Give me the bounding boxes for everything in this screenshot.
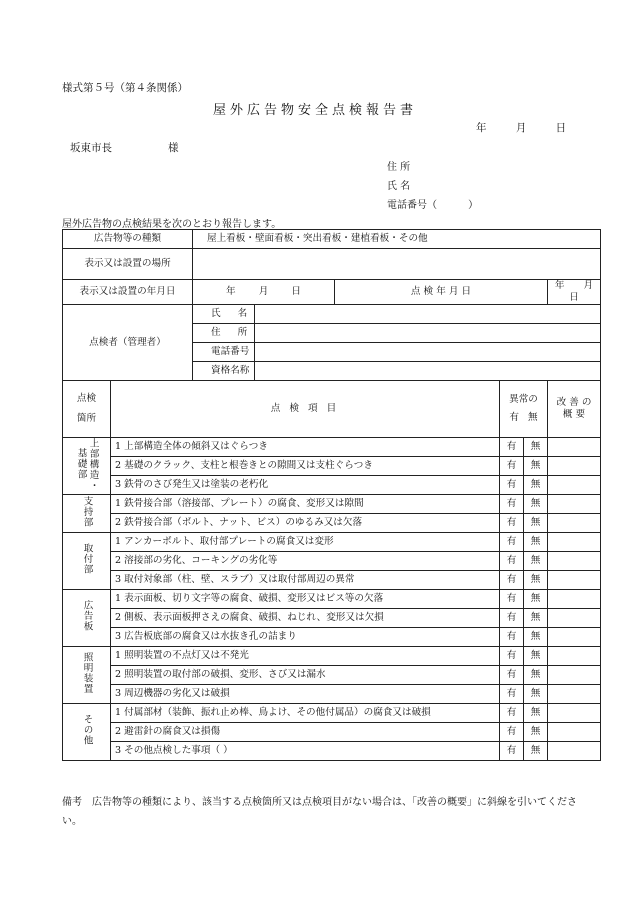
yes-checkbox[interactable]: 有 xyxy=(500,552,524,571)
yes-checkbox[interactable]: 有 xyxy=(500,533,524,552)
checklist-row xyxy=(63,685,601,704)
report-date: 年 月 日 xyxy=(476,122,567,134)
abnormal-label: 異常の xyxy=(509,394,538,405)
inspection-table xyxy=(62,229,601,761)
reporter-phone-label: 電話番号（ ） xyxy=(387,200,479,211)
category-label xyxy=(63,533,111,590)
checklist-row xyxy=(63,628,601,647)
improvement-summary-cell[interactable] xyxy=(548,457,601,476)
inspector-field-phone: 電話番号 xyxy=(193,343,255,362)
inspect-date-value[interactable]: 年 月 日 xyxy=(548,280,601,305)
honorific: 様 xyxy=(168,142,179,154)
category-label xyxy=(63,495,111,533)
checklist-row xyxy=(63,533,601,552)
type-label: 広告物等の種類 xyxy=(63,230,193,249)
inspector-value[interactable] xyxy=(255,343,601,362)
category-name: 支持部 xyxy=(81,495,93,528)
no-checkbox[interactable]: 無 xyxy=(524,685,548,704)
remarks-label: 備考 xyxy=(62,797,82,808)
inspector-field-qualification: 資格名称 xyxy=(193,362,255,381)
checklist-item: 3 広告板底部の腐食又は水抜き孔の詰まり xyxy=(111,628,500,647)
addressee-name: 坂東市長 xyxy=(70,142,112,154)
improvement-summary-cell[interactable] xyxy=(548,571,601,590)
category-name: 取付部 xyxy=(81,543,93,575)
checklist-item: 1 付属部材（装飾、振れ止め棒、鳥よけ、その他付属品）の腐食又は破損 xyxy=(111,704,500,723)
category-label xyxy=(63,438,111,495)
category-label xyxy=(63,590,111,647)
checklist-item: 1 上部構造全体の傾斜又はぐらつき xyxy=(111,438,500,457)
inspector-value[interactable] xyxy=(255,305,601,324)
checklist-row xyxy=(63,495,601,514)
yes-checkbox[interactable]: 有 xyxy=(500,590,524,609)
category-name: 広告板 xyxy=(81,600,93,632)
remarks xyxy=(62,793,582,831)
improvement-summary-cell[interactable] xyxy=(548,742,601,761)
no-checkbox[interactable]: 無 xyxy=(524,533,548,552)
location-header: 点検箇所 xyxy=(63,381,111,438)
checklist-row xyxy=(63,609,601,628)
place-value[interactable] xyxy=(193,249,601,280)
inspector-value[interactable] xyxy=(255,362,601,381)
yes-checkbox[interactable]: 有 xyxy=(500,647,524,666)
place-row xyxy=(63,249,601,280)
improvement-summary-cell[interactable] xyxy=(548,476,601,495)
yes-checkbox[interactable]: 有 xyxy=(500,514,524,533)
checklist-item: 1 アンカーボルト、取付部プレートの腐食又は変形 xyxy=(111,533,500,552)
improvement-summary-cell[interactable] xyxy=(548,590,601,609)
no-checkbox[interactable]: 無 xyxy=(524,723,548,742)
checklist-item: 1 照明装置の不点灯又は不発光 xyxy=(111,647,500,666)
yes-checkbox[interactable]: 有 xyxy=(500,666,524,685)
no-checkbox[interactable]: 無 xyxy=(524,647,548,666)
checklist-row xyxy=(63,514,601,533)
yes-checkbox[interactable]: 有 xyxy=(500,571,524,590)
category-name: 上部構造・基礎部 xyxy=(75,437,99,491)
checklist-item: 2 基礎のクラック、支柱と根巻きとの隙間又は支柱ぐらつき xyxy=(111,457,500,476)
no-checkbox[interactable]: 無 xyxy=(524,704,548,723)
checklist-item: 3 周辺機器の劣化又は破損 xyxy=(111,685,500,704)
document-title: 屋外広告物安全点検報告書 xyxy=(212,103,417,118)
improvement-summary-cell[interactable] xyxy=(548,514,601,533)
checklist-row xyxy=(63,704,601,723)
checklist-item: 2 鉄骨接合部（ボルト、ナット、ビス）のゆるみ又は欠落 xyxy=(111,514,500,533)
yes-checkbox[interactable]: 有 xyxy=(500,628,524,647)
improvement-summary-cell[interactable] xyxy=(548,533,601,552)
improvement-summary-cell[interactable] xyxy=(548,685,601,704)
yes-checkbox[interactable]: 有 xyxy=(500,704,524,723)
category-label xyxy=(63,647,111,704)
no-checkbox[interactable]: 無 xyxy=(524,609,548,628)
abnormal-header xyxy=(500,381,548,438)
checklist-item: 1 鉄骨接合部（溶接部、プレート）の腐食、変形又は隙間 xyxy=(111,495,500,514)
yes-checkbox[interactable]: 有 xyxy=(500,476,524,495)
improvement-summary-cell[interactable] xyxy=(548,628,601,647)
place-label: 表示又は設置の場所 xyxy=(63,249,193,280)
no-checkbox[interactable]: 無 xyxy=(524,628,548,647)
setup-date-label: 表示又は設置の年月日 xyxy=(63,280,193,305)
no-checkbox[interactable]: 無 xyxy=(524,742,548,761)
inspector-label: 点検者（管理者） xyxy=(63,305,193,381)
checklist-item: 1 表示面板、切り文字等の腐食、破損、変形又はビス等の欠落 xyxy=(111,590,500,609)
improvement-summary-cell[interactable] xyxy=(548,723,601,742)
summary-header: 改 善 の 概 要 xyxy=(548,381,601,438)
yes-checkbox[interactable]: 有 xyxy=(500,438,524,457)
checklist-item: 3 その他点検した事項（ ） xyxy=(111,742,500,761)
date-row xyxy=(63,280,601,305)
checklist-item: 2 溶接部の劣化、コーキングの劣化等 xyxy=(111,552,500,571)
checklist-item: 3 鉄骨のさび発生又は塗装の老朽化 xyxy=(111,476,500,495)
category-name: 照明装置 xyxy=(81,651,93,695)
yes-checkbox[interactable]: 有 xyxy=(500,685,524,704)
checklist-item: 2 照明装置の取付部の破損、変形、さび又は漏水 xyxy=(111,666,500,685)
no-checkbox[interactable]: 無 xyxy=(524,552,548,571)
checklist-row xyxy=(63,552,601,571)
no-checkbox[interactable]: 無 xyxy=(524,457,548,476)
setup-date-value[interactable]: 年 月 日 xyxy=(193,280,335,305)
improvement-summary-cell[interactable] xyxy=(548,438,601,457)
remarks-text: 広告物等の種類により、該当する点検箇所又は点検項目がない場合は、「改善の概要」に斜線を引いてください。 xyxy=(62,797,577,827)
yes-checkbox[interactable]: 有 xyxy=(500,723,524,742)
no-checkbox[interactable]: 無 xyxy=(524,666,548,685)
category-label xyxy=(63,704,111,761)
checklist-row xyxy=(63,590,601,609)
improvement-summary-cell[interactable] xyxy=(548,495,601,514)
checklist-row xyxy=(63,647,601,666)
checklist-row xyxy=(63,438,601,457)
type-row xyxy=(63,230,601,249)
category-name: その他 xyxy=(81,714,93,746)
checklist-row xyxy=(63,723,601,742)
checklist-row xyxy=(63,666,601,685)
improvement-summary-cell[interactable] xyxy=(548,609,601,628)
type-value: 屋上看板・壁面看板・突出看板・建植看板・その他 xyxy=(193,230,601,249)
inspect-date-label: 点 検 年 月 日 xyxy=(335,280,548,305)
intro-text: 屋外広告物の点検結果を次のとおり報告します。 xyxy=(62,219,282,230)
no-checkbox[interactable]: 無 xyxy=(524,438,548,457)
checklist-item: 3 取付対象部（柱、壁、スラブ）又は取付部周辺の異常 xyxy=(111,571,500,590)
improvement-summary-cell[interactable] xyxy=(548,666,601,685)
inspector-field-name: 氏 名 xyxy=(193,305,255,324)
inspector-value[interactable] xyxy=(255,324,601,343)
items-header: 点 検 項 目 xyxy=(111,381,500,438)
no-checkbox[interactable]: 無 xyxy=(524,514,548,533)
checklist-item: 2 避雷針の腐食又は損傷 xyxy=(111,723,500,742)
reporter-name-label: 氏 名 xyxy=(387,181,411,192)
improvement-summary-cell[interactable] xyxy=(548,704,601,723)
improvement-summary-cell[interactable] xyxy=(548,647,601,666)
yes-checkbox[interactable]: 有 xyxy=(500,457,524,476)
checklist-row xyxy=(63,457,601,476)
no-checkbox[interactable]: 無 xyxy=(524,571,548,590)
form-number: 様式第５号（第４条関係） xyxy=(62,82,188,94)
no-checkbox[interactable]: 無 xyxy=(524,590,548,609)
yes-no-label: 有 無 xyxy=(509,412,538,423)
checklist-row xyxy=(63,571,601,590)
reporter-address-label: 住 所 xyxy=(387,162,411,173)
checklist-header-row xyxy=(63,381,601,438)
checklist-item: 2 側板、表示面板押さえの腐食、破損、ねじれ、変形又は欠損 xyxy=(111,609,500,628)
yes-checkbox[interactable]: 有 xyxy=(500,495,524,514)
yes-checkbox[interactable]: 有 xyxy=(500,742,524,761)
inspector-row xyxy=(63,305,601,324)
addressee xyxy=(70,140,179,155)
checklist-row xyxy=(63,476,601,495)
checklist-row xyxy=(63,742,601,761)
no-checkbox[interactable]: 無 xyxy=(524,495,548,514)
improvement-summary-cell[interactable] xyxy=(548,552,601,571)
inspector-field-address: 住 所 xyxy=(193,324,255,343)
no-checkbox[interactable]: 無 xyxy=(524,476,548,495)
yes-checkbox[interactable]: 有 xyxy=(500,609,524,628)
